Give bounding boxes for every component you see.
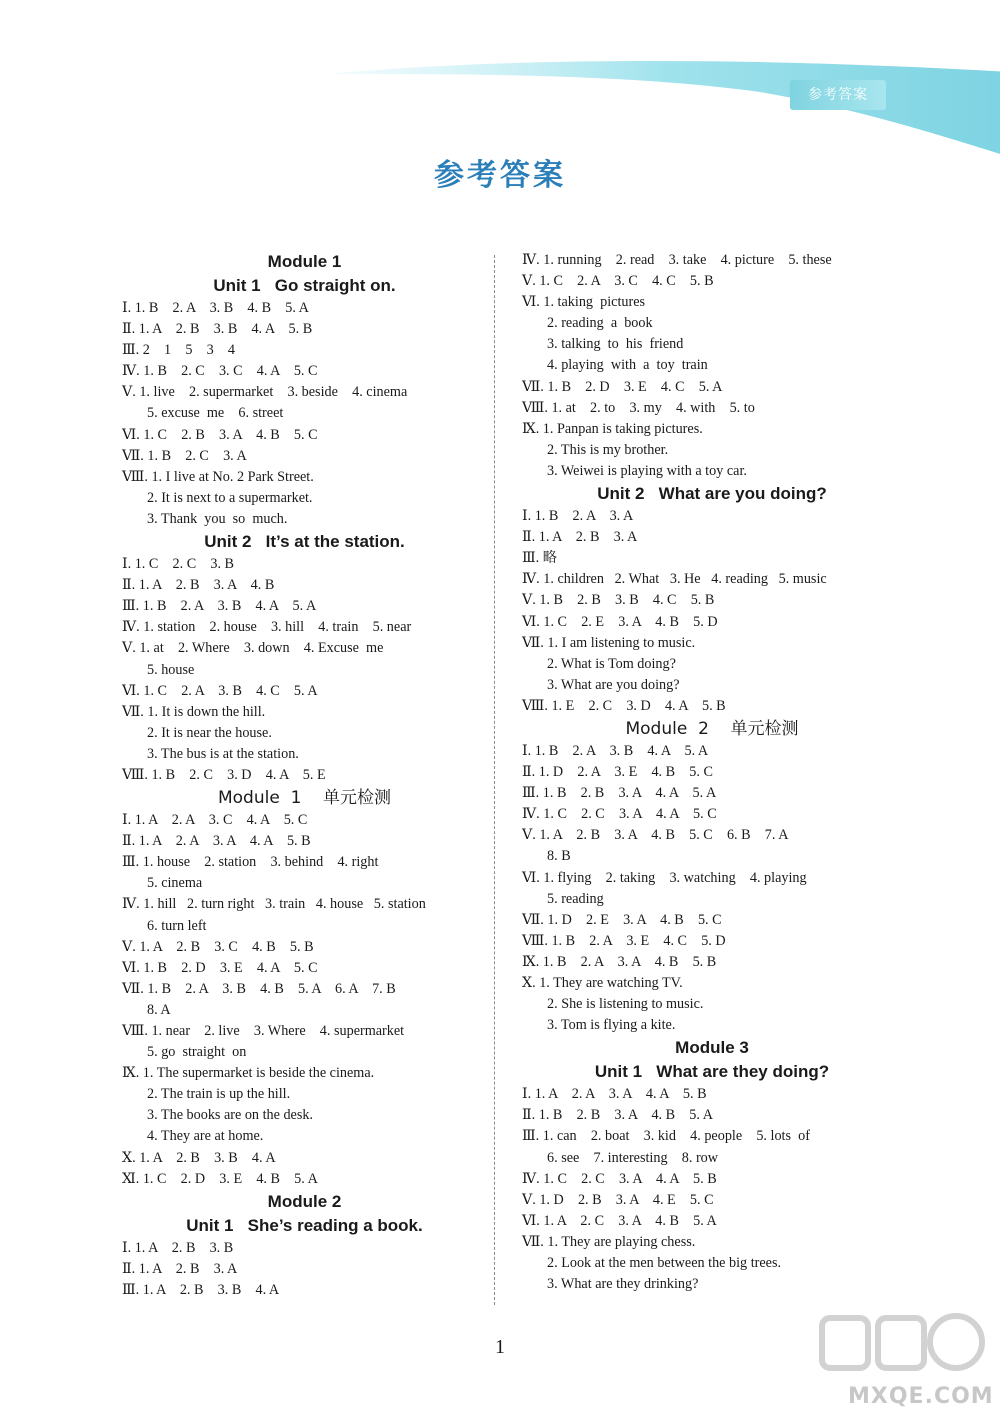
answer-line: 2. She is listening to music. bbox=[547, 996, 704, 1013]
answer-line: Ⅶ. 1. It is down the hill. bbox=[122, 703, 266, 720]
answer-line: Ⅷ. 1. at 2. to 3. my 4. with 5. to bbox=[522, 399, 755, 416]
answer-line: Ⅵ. 1. A 2. C 3. A 4. B 5. A bbox=[522, 1212, 717, 1229]
section-heading: Module 1 bbox=[267, 252, 342, 271]
answer-line: Ⅳ. 1. C 2. C 3. A 4. A 5. B bbox=[522, 1170, 717, 1187]
answer-line: Ⅲ. 2 1 5 3 4 bbox=[122, 342, 235, 359]
answer-line: Ⅵ. 1. C 2. A 3. B 4. C 5. A bbox=[122, 682, 318, 699]
page-title: 参考答案 bbox=[434, 158, 566, 193]
answer-line: Ⅷ. 1. B 2. C 3. D 4. A 5. E bbox=[122, 766, 326, 783]
answer-line: Ⅳ. 1. B 2. C 3. C 4. A 5. C bbox=[122, 363, 318, 380]
answer-line: Ⅲ. 1. A 2. B 3. B 4. A bbox=[122, 1281, 280, 1298]
answer-line: 5. cinema bbox=[147, 875, 203, 892]
answer-line: Ⅰ. 1. A 2. A 3. C 4. A 5. C bbox=[122, 812, 308, 829]
answer-line: 3. talking to his friend bbox=[547, 336, 684, 353]
answer-line: 2. It is next to a supermarket. bbox=[147, 489, 313, 506]
section-heading: Module 3 bbox=[675, 1038, 749, 1058]
answer-line: 3. Tom is flying a kite. bbox=[547, 1017, 676, 1034]
answer-line: 5. house bbox=[147, 661, 195, 678]
answer-line: Ⅳ. 1. hill 2. turn right 3. train 4. house 5. station bbox=[122, 896, 426, 913]
answer-line: Ⅶ. 1. B 2. C 3. A bbox=[122, 447, 247, 464]
answer-line: Ⅶ. 1. D 2. E 3. A 4. B 5. C bbox=[522, 911, 722, 928]
answer-line: Ⅲ. 1. house 2. station 3. behind 4. right bbox=[122, 854, 379, 871]
answer-line: Ⅴ. 1. C 2. A 3. C 4. C 5. B bbox=[522, 273, 714, 290]
answer-line: Ⅰ. 1. A 2. B 3. B bbox=[122, 1239, 234, 1256]
answer-line: Ⅰ. 1. A 2. A 3. A 4. A 5. B bbox=[522, 1086, 707, 1103]
left-answer-column bbox=[122, 250, 487, 1301]
answer-line: Ⅶ. 1. B 2. D 3. E 4. C 5. A bbox=[522, 378, 723, 395]
answer-line: Ⅵ. 1. C 2. E 3. A 4. B 5. D bbox=[522, 613, 718, 630]
right-answer-column bbox=[522, 250, 902, 1295]
answer-line: Ⅱ. 1. A 2. B 3. A 4. B bbox=[122, 577, 275, 594]
answer-line: 8. A bbox=[147, 1001, 171, 1018]
answer-line: Ⅸ. 1. Panpan is taking pictures. bbox=[522, 420, 703, 437]
answer-line: Ⅸ. 1. The supermarket is beside the cinema. bbox=[122, 1065, 375, 1082]
answer-line: 3. What are you doing? bbox=[547, 676, 680, 693]
answer-line: Ⅶ. 1. B 2. A 3. B 4. B 5. A 6. A 7. B bbox=[122, 980, 396, 997]
answer-line: Ⅷ. 1. near 2. live 3. Where 4. supermarket bbox=[122, 1023, 405, 1039]
answer-line: Ⅴ. 1. live 2. supermarket 3. beside 4. cinema bbox=[122, 384, 408, 401]
answer-line: Ⅳ. 1. children 2. What 3. He 4. reading 5. music bbox=[522, 571, 827, 588]
answer-line: Ⅳ. 1. station 2. house 3. hill 4. train 5. near bbox=[122, 619, 412, 636]
section-tag: 参考答案 bbox=[790, 80, 886, 110]
answer-line: 5. go straight on bbox=[147, 1044, 247, 1061]
answer-line: Ⅺ. 1. C 2. D 3. E 4. B 5. A bbox=[122, 1170, 318, 1187]
answer-line: Ⅷ. 1. B 2. A 3. E 4. C 5. D bbox=[522, 932, 726, 949]
answer-line: 4. playing with a toy train bbox=[547, 357, 708, 374]
answer-line: Ⅰ. 1. B 2. A 3. B 4. B 5. A bbox=[122, 300, 309, 316]
page-number: 1 bbox=[495, 1336, 505, 1358]
answer-line: Ⅵ. 1. B 2. D 3. E 4. A 5. C bbox=[122, 959, 318, 976]
answer-line: Ⅲ. 1. B 2. B 3. A 4. A 5. A bbox=[522, 785, 717, 802]
answer-line: 2. The train is up the hill. bbox=[147, 1086, 291, 1103]
answer-line: Ⅷ. 1. I live at No. 2 Park Street. bbox=[122, 468, 314, 485]
section-heading: Unit 2 What are you doing? bbox=[597, 484, 827, 504]
answer-line: Ⅶ. 1. They are playing chess. bbox=[522, 1233, 696, 1250]
answer-line: 3. Thank you so much. bbox=[147, 510, 288, 527]
answer-line: Ⅱ. 1. A 2. A 3. A 4. A 5. B bbox=[122, 833, 311, 850]
answer-line: Ⅱ. 1. A 2. B 3. A bbox=[122, 1260, 238, 1277]
answer-line: 2. It is near the house. bbox=[147, 724, 272, 741]
section-heading: Unit 2 It’s at the station. bbox=[204, 532, 405, 552]
section-heading: Unit 1 Go straight on. bbox=[213, 276, 396, 295]
answer-line: Ⅴ. 1. A 2. B 3. A 4. B 5. C 6. B 7. A bbox=[522, 827, 789, 844]
answer-line: Ⅲ. 1. B 2. A 3. B 4. A 5. A bbox=[122, 598, 317, 615]
answer-line: 2. reading a book bbox=[547, 315, 653, 332]
answer-line: 3. What are they drinking? bbox=[547, 1276, 699, 1293]
answer-line: Ⅴ. 1. A 2. B 3. C 4. B 5. B bbox=[122, 938, 314, 955]
answer-line: Ⅵ. 1. flying 2. taking 3. watching 4. playing bbox=[522, 869, 807, 886]
answer-line: Ⅳ. 1. running 2. read 3. take 4. picture 5. these bbox=[522, 252, 832, 268]
answer-line: Ⅰ. 1. B 2. A 3. A bbox=[522, 508, 634, 525]
answer-line: 6. see 7. interesting 8. row bbox=[547, 1149, 719, 1166]
answer-line: 6. turn left bbox=[147, 917, 207, 934]
answer-line: Ⅳ. 1. C 2. C 3. A 4. A 5. C bbox=[522, 806, 717, 823]
answer-line: Ⅹ. 1. They are watching TV. bbox=[522, 975, 683, 991]
watermark-text: MXQE.COM bbox=[848, 1384, 994, 1409]
answer-line: Ⅱ. 1. A 2. B 3. B 4. A 5. B bbox=[122, 321, 313, 338]
answer-line: 4. They are at home. bbox=[147, 1128, 264, 1145]
answer-line: Ⅷ. 1. E 2. C 3. D 4. A 5. B bbox=[522, 697, 726, 714]
answer-line: Ⅱ. 1. B 2. B 3. A 4. B 5. A bbox=[522, 1107, 713, 1124]
answer-line: Ⅵ. 1. taking pictures bbox=[522, 294, 646, 311]
answer-line: Ⅶ. 1. I am listening to music. bbox=[522, 634, 696, 651]
column-divider bbox=[494, 255, 495, 1305]
answer-line: 3. The bus is at the station. bbox=[147, 745, 299, 762]
answer-line: Ⅴ. 1. at 2. Where 3. down 4. Excuse me bbox=[122, 640, 384, 657]
answer-line: 3. Weiwei is playing with a toy car. bbox=[547, 462, 747, 479]
answer-line: 5. reading bbox=[547, 890, 604, 907]
answer-line: Ⅵ. 1. C 2. B 3. A 4. B 5. C bbox=[122, 426, 318, 443]
answer-line: Ⅹ. 1. A 2. B 3. B 4. A bbox=[122, 1149, 276, 1166]
section-heading: Module 2 单元检测 bbox=[625, 718, 799, 739]
section-heading: Unit 1 She’s reading a book. bbox=[186, 1215, 423, 1235]
answer-line: Ⅱ. 1. A 2. B 3. A bbox=[522, 529, 638, 546]
section-heading: Module 2 bbox=[267, 1191, 342, 1211]
answer-line: 3. The books are on the desk. bbox=[147, 1107, 314, 1124]
answer-line: 2. Look at the men between the big trees. bbox=[547, 1255, 782, 1272]
answer-line: Ⅸ. 1. B 2. A 3. A 4. B 5. B bbox=[522, 953, 717, 970]
answer-line: Ⅴ. 1. D 2. B 3. A 4. E 5. C bbox=[522, 1191, 714, 1208]
answer-line: 8. B bbox=[547, 848, 571, 865]
answer-line: Ⅱ. 1. D 2. A 3. E 4. B 5. C bbox=[522, 764, 713, 781]
answer-line: 2. What is Tom doing? bbox=[547, 655, 676, 672]
answer-line: Ⅰ. 1. B 2. A 3. B 4. A 5. A bbox=[522, 742, 709, 759]
answer-line: Ⅲ. 略 bbox=[522, 550, 557, 567]
answer-line: Ⅰ. 1. C 2. C 3. B bbox=[122, 556, 235, 573]
answer-line: Ⅴ. 1. B 2. B 3. B 4. C 5. B bbox=[522, 592, 715, 609]
section-heading: Module 1 单元检测 bbox=[217, 788, 392, 809]
answer-line: 5. excuse me 6. street bbox=[147, 405, 284, 422]
decorative-header-swoosh bbox=[330, 52, 1000, 162]
answer-line: 2. This is my brother. bbox=[547, 441, 669, 458]
answer-line: Ⅲ. 1. can 2. boat 3. kid 4. people 5. lots of bbox=[522, 1128, 810, 1145]
section-heading: Unit 1 What are they doing? bbox=[594, 1062, 830, 1082]
